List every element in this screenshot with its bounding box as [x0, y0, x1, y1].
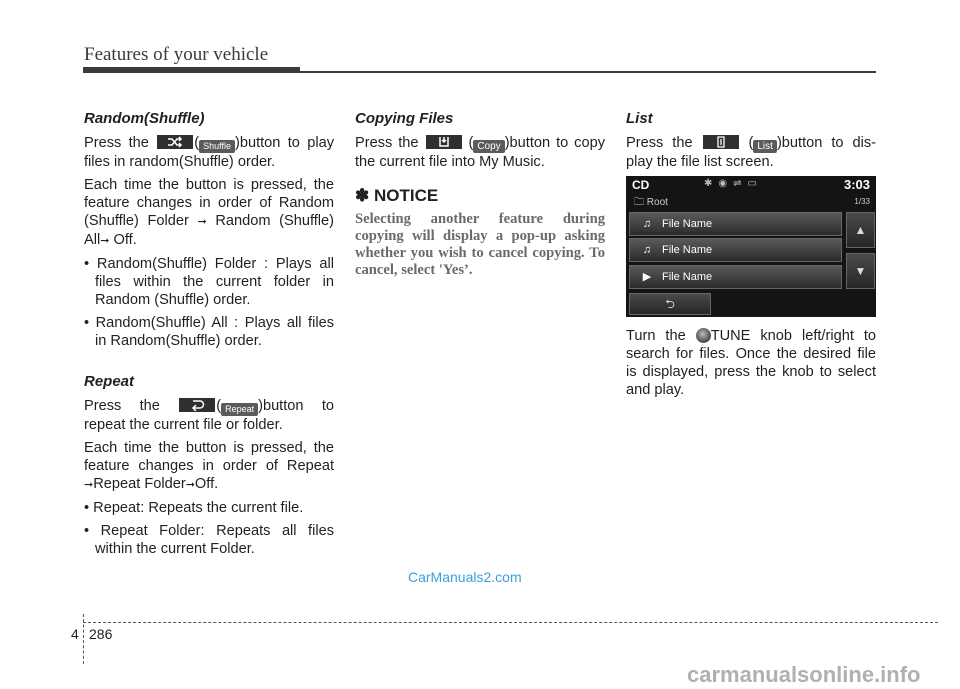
- bullet-random-folder: • Random(Shuffle) Folder : Plays all files within the current folder in Random (Shuffle) order.: [84, 256, 334, 308]
- text-order-b: Random (Shuffle) All: [84, 213, 335, 248]
- text-list-desc: )button to dis-play the file list screen.: [626, 135, 876, 170]
- shuffle-button-icon: [157, 135, 193, 149]
- tune-text: [626, 327, 876, 399]
- list-button-icon: [703, 135, 739, 149]
- open-paren: (: [468, 135, 474, 151]
- screen-source: CD: [632, 178, 650, 192]
- folder-name: Root: [646, 197, 668, 208]
- folder-root: [634, 195, 668, 212]
- section-title-copy: Copying Files: [355, 110, 454, 127]
- arrow-icon: ➞: [197, 216, 207, 228]
- notice-body: Selecting another feature during copying will display a pop-up asking whether you wish to cancel copying. To cancel, select 'Yes’.: [355, 211, 605, 278]
- paragraph-repeat-order: [84, 439, 334, 494]
- repeat-label-badge: Repeat: [221, 403, 258, 416]
- column-random-repeat: [84, 110, 334, 563]
- file-row[interactable]: [629, 212, 842, 236]
- screen-time: 3:03: [843, 177, 870, 192]
- arrow-icon: ➞: [100, 235, 110, 247]
- section-title-list: List: [626, 110, 653, 127]
- header-title: Features of your vehicle: [84, 44, 269, 65]
- music-note-icon: ♫: [642, 218, 652, 230]
- chapter-number: 4: [71, 626, 79, 642]
- text-shuffle-desc: )button to play files in random(Shuffle) order.: [84, 135, 334, 170]
- text-order-c: Off.: [194, 476, 219, 492]
- paragraph-random-press: [84, 134, 334, 171]
- text-press-the: Press the: [626, 135, 693, 151]
- text-copy-desc: )button to copy the current file into My Music.: [355, 135, 606, 170]
- open-paren: (: [748, 135, 754, 151]
- open-paren: (: [194, 135, 200, 151]
- scroll-down-button[interactable]: ▼: [846, 253, 875, 289]
- list-label-badge: List: [753, 140, 777, 153]
- section-title-repeat: Repeat: [84, 373, 135, 390]
- paragraph-copy: [355, 134, 605, 171]
- tune-knob-icon: [696, 328, 711, 343]
- file-list-screen: [626, 176, 876, 317]
- text-turn-the: Turn the: [626, 328, 686, 344]
- shuffle-label-badge: Shuffle: [199, 140, 235, 153]
- text-press-the: Press the: [84, 135, 149, 151]
- back-button[interactable]: ⮌: [629, 293, 711, 315]
- text-order-a: Each time the button is pressed, the feature changes in order of Random (Shuffle) Folder: [84, 177, 334, 229]
- footer-rule: [83, 622, 938, 623]
- open-paren: (: [216, 398, 222, 414]
- file-name: File Name: [662, 271, 713, 283]
- text-order-b: Repeat Folder: [93, 476, 186, 492]
- text-press-the: Press the: [84, 398, 160, 414]
- footer-divider: [83, 614, 84, 664]
- column-copy: [355, 110, 605, 279]
- file-row[interactable]: [629, 238, 842, 262]
- file-name: File Name: [662, 218, 713, 230]
- copy-label-badge: Copy: [473, 140, 504, 153]
- paragraph-list: [626, 134, 876, 171]
- column-list: [626, 110, 876, 176]
- folder-icon: 🗀: [634, 197, 644, 208]
- paragraph-random-order: [84, 176, 334, 250]
- page-number: 286: [89, 626, 113, 642]
- header-bar: [83, 67, 300, 73]
- file-row[interactable]: [629, 265, 842, 289]
- bullet-random-all: • Random(Shuffle) All : Plays all files in Random(Shuffle) order.: [84, 315, 334, 349]
- bullet-repeat-file: • Repeat: Repeats the current file.: [84, 500, 304, 516]
- notice-title: ✽ NOTICE: [355, 186, 439, 205]
- repeat-button-icon: [179, 398, 215, 412]
- text-tune-desc: TUNE knob left/right to search for files. Once the desired file is displayed, press the knob to select and play.: [626, 328, 877, 398]
- text-repeat-desc: )button to repeat the current file or folder.: [84, 398, 334, 433]
- paragraph-repeat-press: [84, 397, 334, 434]
- status-icons: ✱◉⇌▭: [704, 178, 763, 189]
- file-name: File Name: [662, 244, 713, 256]
- text-order-a: Each time the button is pressed, the feature changes in order of Repeat: [84, 440, 334, 474]
- watermark-bottom: carmanualsonline.info: [687, 662, 921, 687]
- bullet-repeat-folder: • Repeat Folder: Repeats all files within the current Folder.: [84, 523, 334, 557]
- paragraph-tune: [626, 327, 876, 404]
- text-order-c: Off.: [113, 232, 137, 248]
- section-title-random: Random(Shuffle): [84, 110, 205, 127]
- play-circle-icon: ▶: [642, 271, 652, 283]
- copy-button-icon: [426, 135, 462, 149]
- arrow-icon: ➞: [84, 479, 94, 491]
- file-count: 1/33: [854, 197, 870, 206]
- header-rule: [300, 71, 876, 73]
- arrow-icon: ➞: [185, 479, 195, 491]
- scroll-up-button[interactable]: ▲: [846, 212, 875, 248]
- text-press-the: Press the: [355, 135, 419, 151]
- watermark-top: CarManuals2.com: [408, 569, 522, 585]
- music-note-icon: ♫: [642, 244, 652, 256]
